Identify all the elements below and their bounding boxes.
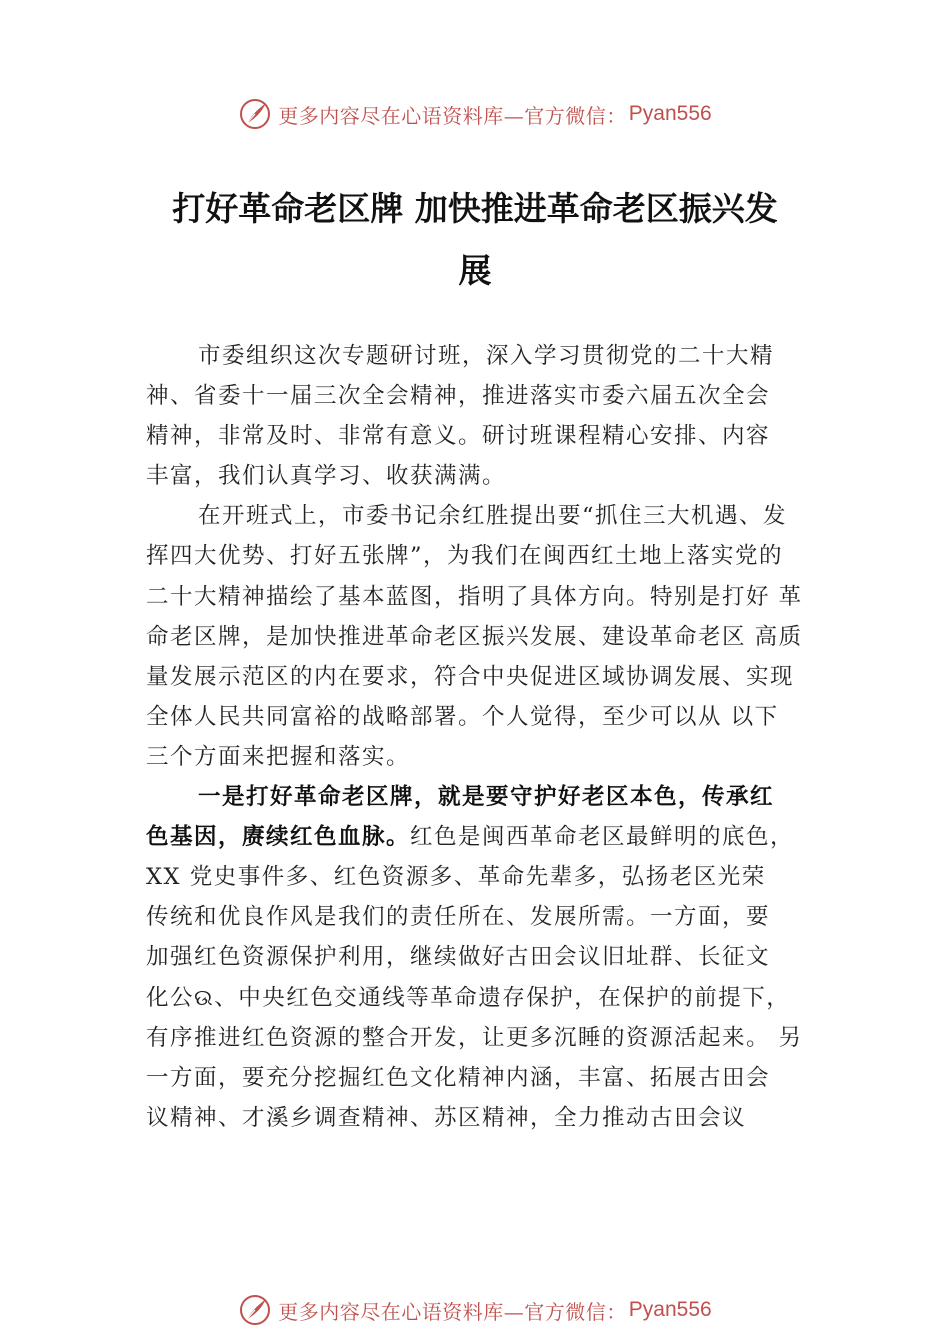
article-body (146, 336, 826, 1138)
feather-pen-icon (238, 1293, 272, 1327)
feather-pen-icon (238, 97, 272, 131)
title-line-2: 展 (458, 251, 492, 290)
header-banner (0, 94, 950, 134)
banner-text: 更多内容尽在心语资料库—官方微信： (278, 1299, 627, 1324)
paragraph-line: 议精神、才溪乡调查精神、苏区精神，全力推动古田会议 (146, 1104, 747, 1131)
paragraph-heading-end: 色基因，赓续红色血脉。 (146, 824, 411, 851)
paragraph-line: 二十大精神描绘了基本蓝图，指明了具体方向。特别是打好 革 (146, 583, 803, 610)
paragraph-line: 传统和优良作风是我们的责任所在、发展所需。一方面，要 (146, 904, 771, 931)
title-line-1: 打好革命老区牌 加快推进革命老区振兴发 (172, 189, 778, 228)
paragraph-line: 加强红色资源保护利用，继续做好古田会议旧址群、长征文 (146, 944, 771, 971)
paragraph-line-rest: 红色是闽西革命老区最鲜明的底色， (410, 824, 795, 851)
paragraph-heading-line: 一是打好革命老区牌，就是要守护好老区本色，传承红 (198, 784, 775, 811)
paragraph-line: 精神，非常及时、非常有意义。研讨班课程精心安排、内容 (146, 423, 771, 450)
paragraph-line: XX 党史事件多、红色资源多、革命先辈多，弘扬老区光荣 (146, 864, 766, 891)
paragraph-line: 一方面，要充分挖掘红色文化精神内涵，丰富、拓展古田会 (146, 1064, 771, 1091)
paragraph-line-mixed (146, 817, 826, 857)
paragraph-line: 三个方面来把握和落实。 (146, 743, 411, 770)
paragraph-line: 挥四大优势、打好五张牌”，为我们在闽西红土地上落实党的 (146, 543, 784, 570)
wechat-id: Pyan556 (628, 1298, 712, 1321)
paragraph-line: 全体人民共同富裕的战略部署。个人觉得，至少可以从 以下 (146, 703, 779, 730)
paragraph-line: 有序推进红色资源的整合开发，让更多沉睡的资源活起来。 另 (146, 1024, 803, 1051)
paragraph-line: 市委组织这次专题研讨班，深入学习贯彻党的二十大精 (198, 343, 775, 369)
paragraph-line: 丰富，我们认真学习、收获满满。 (146, 463, 507, 490)
paragraph-line: 量发展示范区的内在要求，符合中央促进区域协调发展、实现 (146, 663, 795, 690)
banner-text: 更多内容尽在心语资料库—官方微信： (278, 103, 627, 128)
paragraph-line: 化公ଉ、中央红色交通线等革命遗存保护，在保护的前提下， (146, 984, 791, 1011)
paragraph-line: 命老区牌，是加快推进革命老区振兴发展、建设革命老区 高质 (146, 623, 803, 650)
footer-banner (0, 1290, 950, 1330)
paragraph-line: 神、省委十一届三次全会精神，推进落实市委六届五次全会 (146, 383, 771, 410)
page-title (145, 178, 805, 302)
paragraph-line: 在开班式上，市委书记余红胜提出要“抓住三大机遇、发 (198, 503, 788, 530)
wechat-id: Pyan556 (628, 102, 712, 125)
